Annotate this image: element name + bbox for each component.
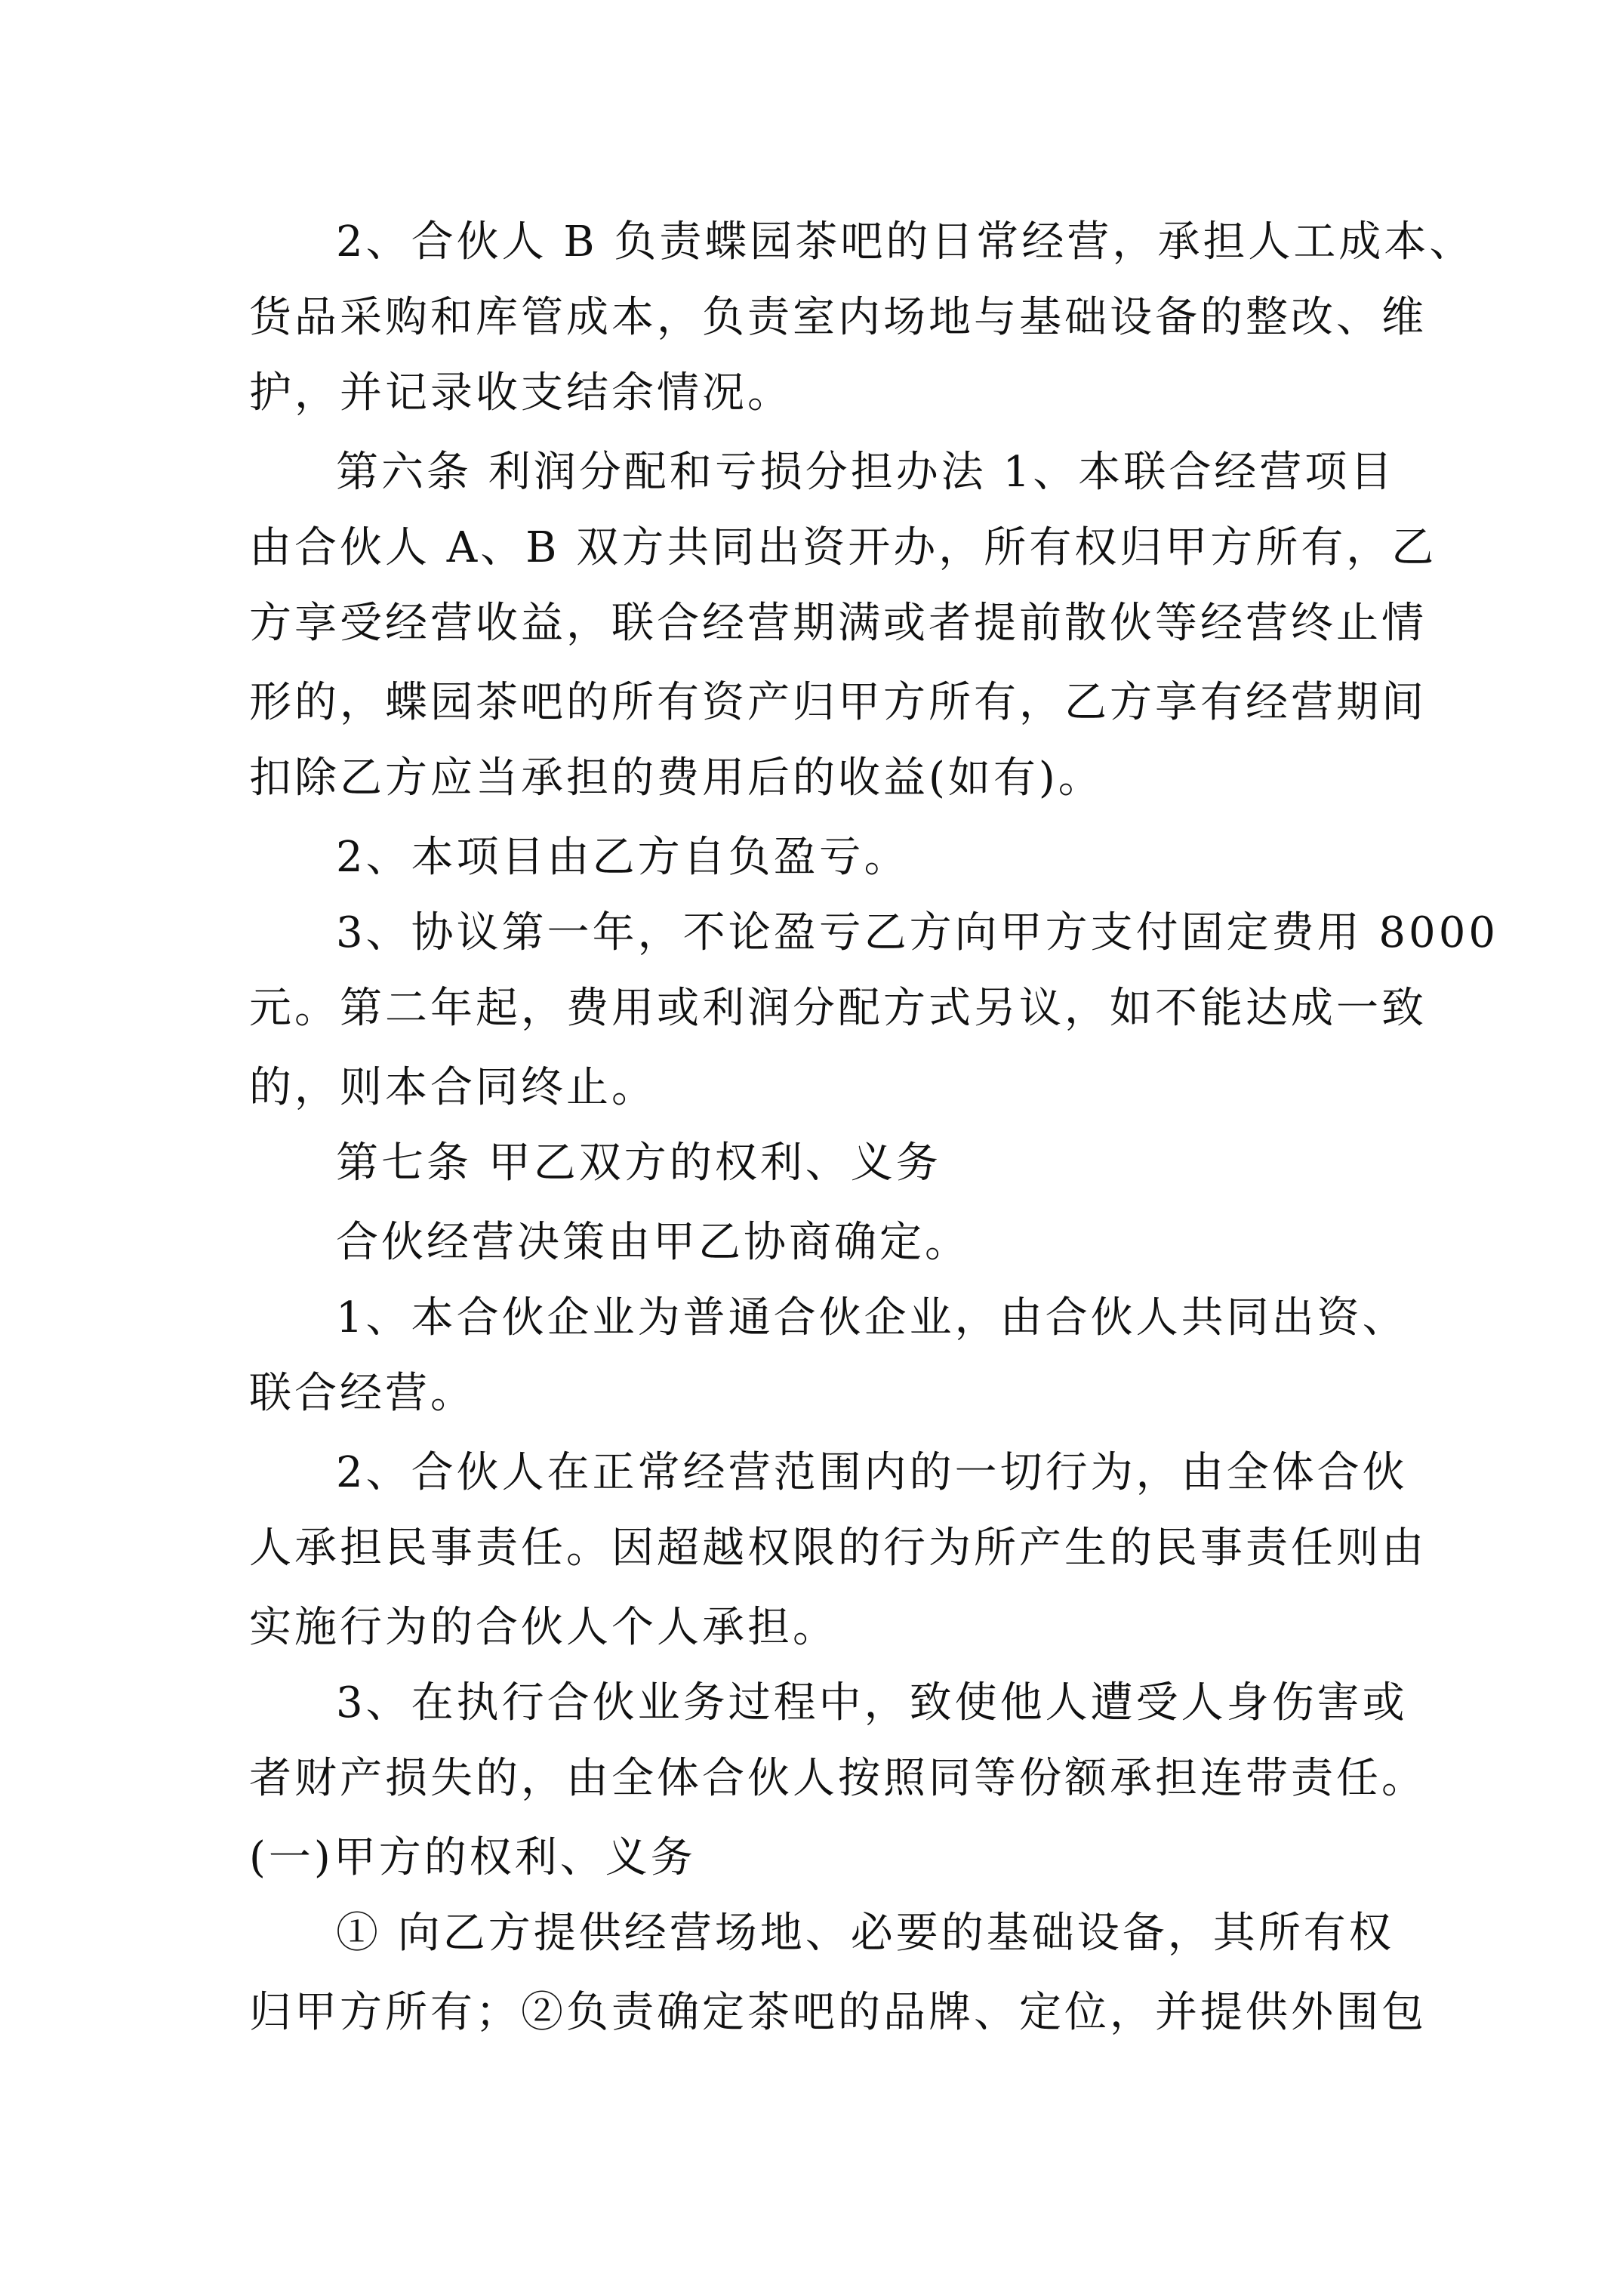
text-line: 方享受经营收益，联合经营期满或者提前散伙等经营终止情 <box>249 599 1427 648</box>
text-line: 2、本项目由乙方自负盈亏。 <box>336 833 910 882</box>
text-line: 第七条 甲乙双方的权利、义务 <box>336 1139 941 1188</box>
text-line: 人承担民事责任。因超越权限的行为所产生的民事责任则由 <box>249 1524 1427 1573</box>
text-line: 联合经营。 <box>249 1369 476 1418</box>
text-line: 1、本合伙企业为普通合伙企业，由合伙人共同出资、 <box>336 1293 1408 1342</box>
text-line: 实施行为的合伙人个人承担。 <box>249 1603 838 1652</box>
text-line: 者财产损失的，由全体合伙人按照同等份额承担连带责任。 <box>249 1754 1427 1803</box>
text-line: 形的，蝶园茶吧的所有资产归甲方所有，乙方享有经营期间 <box>249 678 1427 727</box>
text-line: 元。第二年起，费用或利润分配方式另议，如不能达成一致 <box>249 984 1427 1033</box>
text-line: 的，则本合同终止。 <box>249 1063 657 1112</box>
text-line: 2、合伙人在正常经营范围内的一切行为，由全体合伙 <box>336 1448 1408 1497</box>
text-line: 3、协议第一年，不论盈亏乙方向甲方支付固定费用 8000 <box>336 908 1498 957</box>
text-line: 归甲方所有；②负责确定茶吧的品牌、定位，并提供外围包 <box>249 1988 1427 2037</box>
text-line: 第六条 利润分配和亏损分担办法 1、本联合经营项目 <box>336 448 1396 497</box>
text-line: 货品采购和库管成本，负责室内场地与基础设备的整改、维 <box>249 293 1427 342</box>
text-line: 护，并记录收支结余情况。 <box>249 368 793 418</box>
text-line: 2、合伙人 B 负责蝶园茶吧的日常经营，承担人工成本、 <box>336 217 1475 267</box>
text-line: 扣除乙方应当承担的费用后的收益(如有)。 <box>249 754 1104 803</box>
text-line: 合伙经营决策由甲乙协商确定。 <box>336 1218 970 1267</box>
text-line: ① 向乙方提供经营场地、必要的基础设备，其所有权 <box>336 1909 1394 1958</box>
text-line: 3、在执行合伙业务过程中，致使他人遭受人身伤害或 <box>336 1678 1408 1727</box>
text-line: 由合伙人 A、B 双方共同出资开办，所有权归甲方所有，乙 <box>249 523 1437 572</box>
text-line: (一)甲方的权利、义务 <box>249 1833 696 1882</box>
